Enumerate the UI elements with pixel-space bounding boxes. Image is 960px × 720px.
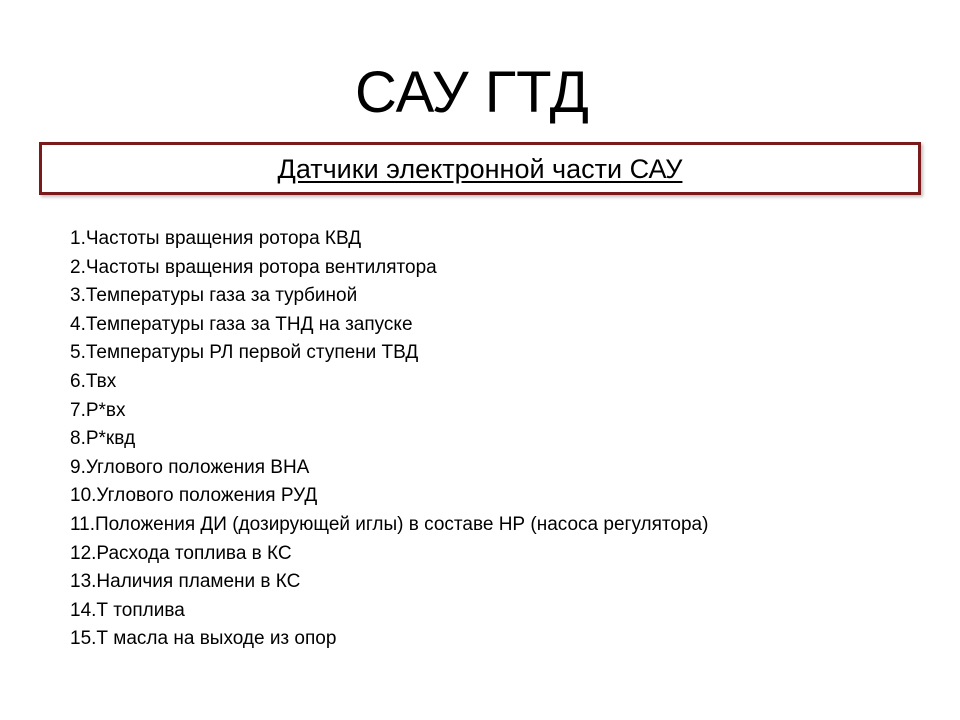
sensor-item-12: 12.Расхода топлива в КС xyxy=(70,542,292,564)
sensor-item-4: 4.Температуры газа за ТНД на запуске xyxy=(70,313,413,335)
subtitle-text: Датчики электронной части САУ xyxy=(277,153,683,184)
sensor-item-11: 11.Положения ДИ (дозирующей иглы) в составе НР (насоса регулятора) xyxy=(70,513,709,535)
sensor-item-3: 3.Температуры газа за турбиной xyxy=(70,285,358,307)
sensor-item-8: 8.Р*квд xyxy=(70,428,136,450)
sensor-item-5: 5.Температуры РЛ первой ступени ТВД xyxy=(70,342,419,364)
sensor-item-13: 13.Наличия пламени в КС xyxy=(70,571,301,593)
subtitle-frame xyxy=(39,142,921,195)
sensor-list xyxy=(70,225,708,654)
sensor-item-7: 7.Р*вх xyxy=(70,399,126,421)
sensor-item-1: 1.Частоты вращения ротора КВД xyxy=(70,228,362,249)
sensor-item-2: 2.Частоты вращения ротора вентилятора xyxy=(70,256,437,278)
sensor-item-9: 9.Углового положения ВНА xyxy=(70,456,310,478)
slide-title: САУ ГТД xyxy=(355,60,589,125)
sensor-item-14: 14.Т топлива xyxy=(70,599,185,621)
sensor-item-15: 15.Т масла на выходе из опор xyxy=(70,628,337,650)
sensor-item-6: 6.Твх xyxy=(70,370,117,392)
sensor-item-10: 10.Углового положения РУД xyxy=(70,485,318,507)
